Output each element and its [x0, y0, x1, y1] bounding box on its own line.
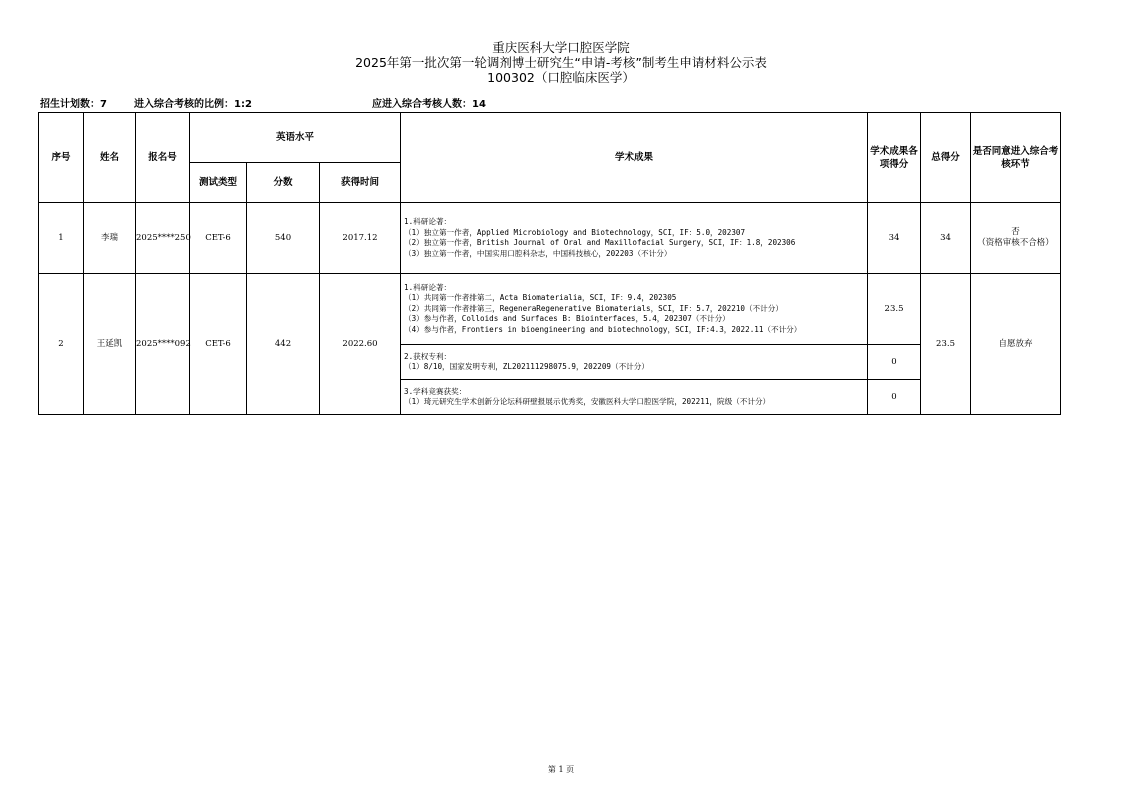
header-score: 分数 [247, 163, 320, 203]
header-academic: 学术成果 [401, 113, 868, 203]
header-reg: 报名号 [136, 113, 190, 203]
item-score-cell: 34 [868, 203, 921, 274]
academic-line: 3.学科竞赛获奖： [404, 386, 467, 396]
header-date: 获得时间 [320, 163, 401, 203]
test-type-cell: CET-6 [190, 274, 247, 415]
academic-cell [401, 203, 868, 274]
agree-reason: （资格审核不合格） [977, 238, 1054, 248]
header-seq: 序号 [39, 113, 84, 203]
school-title: 重庆医科大学口腔医学院 [492, 40, 630, 55]
applicant-table [38, 112, 1061, 415]
academic-line: 1.科研论著： [404, 217, 452, 226]
seq-cell: 2 [39, 274, 84, 415]
page-number: 第 1 页 [547, 765, 575, 774]
academic-line: （1）独立第一作者，Applied Microbiology and Biotechnology，SCI，IF：5.0，202307 [404, 227, 746, 237]
item-score-cell: 0 [868, 345, 921, 380]
table-row [39, 203, 1061, 274]
academic-cell [401, 380, 868, 415]
document-title-block [0, 40, 1122, 85]
score-cell: 442 [247, 274, 320, 415]
academic-line: 2.获权专利： [404, 351, 452, 361]
major-title: 100302（口腔临床医学） [487, 70, 635, 85]
header-english: 英语水平 [190, 113, 401, 163]
reg-cell: 2025****250 [136, 203, 190, 274]
table-row [39, 274, 1061, 345]
name-cell: 王延凯 [84, 274, 136, 415]
academic-line: （3）参与作者，Colloids and Surfaces B: Biointerfaces，5.4，202307（不计分） [404, 314, 730, 324]
academic-line: （4）参与作者，Frontiers in bioengineering and biotechnology，SCI，IF:4.3，2022.11（不计分） [404, 324, 802, 334]
date-cell: 2022.60 [320, 274, 401, 415]
name-cell: 李瑞 [84, 203, 136, 274]
total-cell: 34 [921, 203, 971, 274]
enrollment-plan: 招生计划数：7 [40, 99, 107, 110]
academic-cell [401, 345, 868, 380]
document-title: 2025年第一批次第一轮调剂博士研究生“申请-考核”制考生申请材料公示表 [355, 55, 767, 70]
academic-line: （1）琦元研究生学术创新分论坛科研壁报展示优秀奖，安徽医科大学口腔医学院，202211，院级（不计分） [404, 397, 771, 406]
score-cell: 540 [247, 203, 320, 274]
header-test-type: 测试类型 [190, 163, 247, 203]
academic-line: （2）独立第一作者，British Journal of Oral and Maxillofacial Surgery，SCI，IF：1.8，202306 [404, 238, 796, 247]
header-name: 姓名 [84, 113, 136, 203]
agree-cell [971, 274, 1061, 415]
academic-cell [401, 274, 868, 345]
header-item-score: 学术成果各项得分 [868, 113, 921, 203]
academic-line: （1）共同第一作者排第二，Acta Biomaterialia，SCI，IF：9.4，202305 [404, 293, 677, 303]
agree-cell [971, 203, 1061, 274]
reg-cell: 2025****092 [136, 274, 190, 415]
academic-line: 1.科研论著： [404, 282, 452, 292]
test-type-cell: CET-6 [190, 203, 247, 274]
required-count: 应进入综合考核人数：14 [372, 99, 486, 110]
academic-line: （1）8/10，国家发明专利，ZL202111298075.9，202209（不计分） [404, 362, 649, 371]
item-score-cell: 0 [868, 380, 921, 415]
agree-status: 自愿放弃 [998, 338, 1033, 349]
header-total: 总得分 [921, 113, 971, 203]
seq-cell: 1 [39, 203, 84, 274]
header-agree: 是否同意进入综合考核环节 [971, 113, 1061, 203]
academic-line: （2）共同第一作者排第三，RegeneraRegenerative Biomaterials，SCI，IF：5.7，202210（不计分） [404, 303, 783, 313]
admission-ratio: 进入综合考核的比例：1:2 [134, 99, 252, 110]
header-row-top [39, 113, 1061, 163]
date-cell: 2017.12 [320, 203, 401, 274]
academic-line: （3）独立第一作者，中国实用口腔科杂志，中国科技核心，202203（不计分） [404, 248, 672, 258]
item-score-cell: 23.5 [868, 274, 921, 345]
agree-status: 否 [1011, 227, 1020, 237]
total-cell: 23.5 [921, 274, 971, 415]
